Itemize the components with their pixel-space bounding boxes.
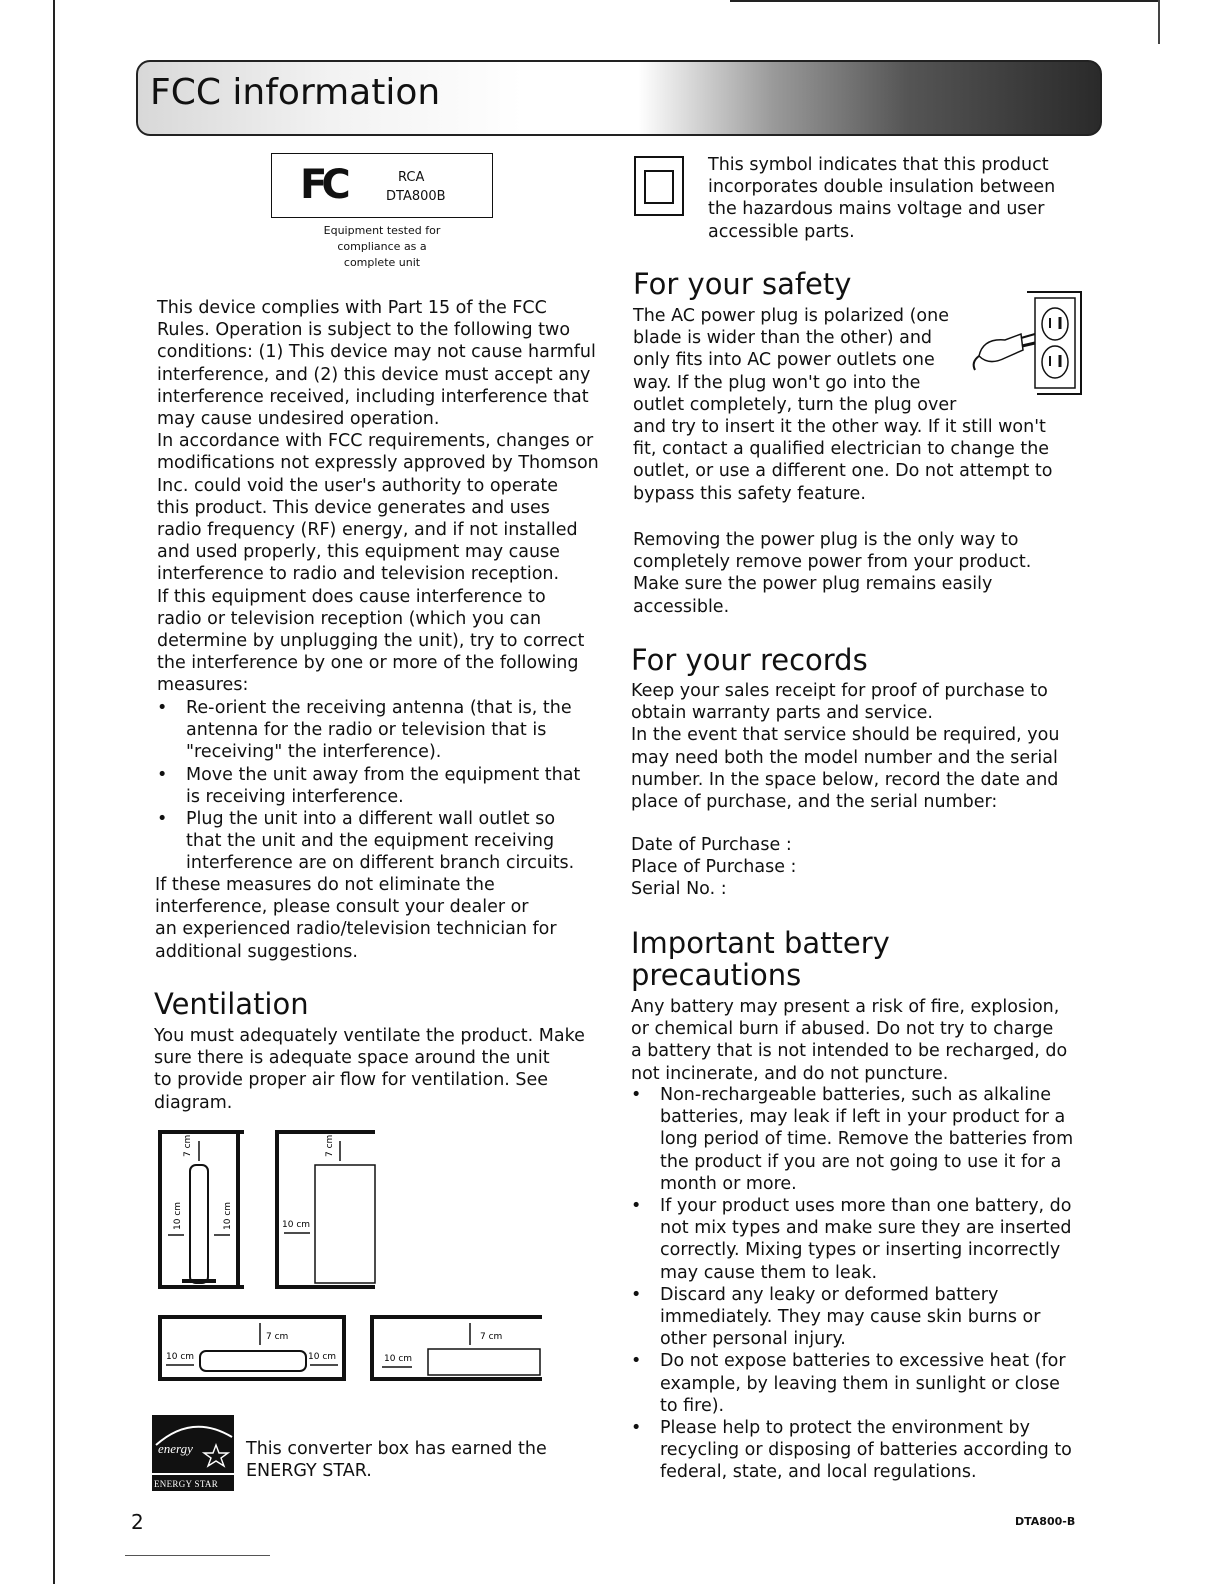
battery-precautions-list [631, 1084, 1081, 1484]
safety-text-narrow: The AC power plug is polarized (one blade is wider than the other) and only fits into AC power outlets one way. If the plug won't go into the outlet completely, turn the plug over [633, 306, 957, 415]
battery-heading: Important battery precautions [631, 926, 890, 992]
diagram-label-10cm: 10 cm [173, 1201, 183, 1230]
page-frame-top [730, 0, 1160, 2]
horizontal-unit-front-figure [158, 1315, 346, 1381]
fcc-logo: FC [300, 162, 345, 208]
diagram-label-7cm: 7 cm [480, 1332, 503, 1342]
ventilation-heading: Ventilation [154, 987, 309, 1021]
interference-measures-list [157, 697, 607, 875]
fcc-caption: Equipment tested for compliance as a complete unit [323, 224, 441, 269]
diagram-label-10cm: 10 cm [384, 1354, 413, 1364]
fcc-label-box [271, 153, 493, 218]
footer-model: DTA800-B [1015, 1515, 1076, 1528]
ventilation-diagram [150, 1125, 550, 1395]
page-frame-left [53, 0, 55, 1584]
page-title: FCC information [150, 72, 441, 113]
list-item: • Move the unit away from the equipment that is receiving interference. [157, 764, 607, 808]
energy-star-logo [152, 1415, 234, 1491]
safety-heading: For your safety [633, 267, 852, 301]
diagram-label-10cm: 10 cm [166, 1352, 195, 1362]
polarized-plug-outlet-icon [965, 290, 1085, 402]
diagram-label-7cm: 7 cm [183, 1134, 193, 1157]
fcc-outro-text: If these measures do not eliminate the interference, please consult your dealer or an experienced radio/television technician for additional suggestions. [155, 875, 557, 962]
diagram-label-10cm: 10 cm [308, 1352, 337, 1362]
energy-star-logo-label: ENERGY STAR [154, 1479, 218, 1489]
list-item: • Do not expose batteries to excessive heat (for example, by leaving them in sunlight or close to fire). [631, 1350, 1081, 1417]
vertical-unit-front-figure [158, 1130, 244, 1289]
records-text: Keep your sales receipt for proof of purchase to obtain warranty parts and service. In the event that service should be required, you may need both the model number and the serial number. In the space below, record the date and place of purchase, and the serial number: [631, 681, 1060, 813]
page-frame-bottom [125, 1555, 270, 1556]
records-fields: Date of Purchase : Place of Purchase : Serial No. : [631, 835, 797, 900]
list-item: • Plug the unit into a different wall outlet so that the unit and the equipment receiving interference are on different branch circuits. [157, 808, 607, 875]
diagram-label-7cm: 7 cm [325, 1134, 335, 1157]
safety-text-wide: and try to insert it the other way. If it still won't fit, contact a qualified electrician to change the outlet, or use a different one. Do not attempt to bypass this safety feature. [633, 417, 1053, 504]
list-item: • Discard any leaky or deformed battery immediately. They may cause skin burns or other personal injury. [631, 1284, 1081, 1351]
page-frame-right [1158, 0, 1160, 44]
list-item: • If your product uses more than one battery, do not mix types and make sure they are inserted correctly. Mixing types or inserting incorrectly may cause them to leak. [631, 1195, 1081, 1284]
vertical-unit-side-figure [275, 1130, 375, 1289]
double-insulation-text: This symbol indicates that this product incorporates double insulation between the hazardous mains voltage and user accessible parts. [708, 155, 1056, 242]
horizontal-unit-side-figure [370, 1315, 542, 1381]
list-item: • Re-orient the receiving antenna (that is, the antenna for the radio or television that is "receiving" the interference). [157, 697, 607, 764]
fcc-model: DTA800B [386, 189, 446, 204]
diagram-label-7cm: 7 cm [266, 1332, 289, 1342]
double-insulation-icon-inner [644, 170, 674, 204]
diagram-label-10cm: 10 cm [223, 1201, 233, 1230]
energy-star-text: This converter box has earned the ENERGY STAR. [246, 1439, 547, 1482]
battery-intro: Any battery may present a risk of fire, explosion, or chemical burn if abused. Do not try to charge a battery that is not intended to be recharged, do not incinerate, and do not puncture. [631, 997, 1068, 1084]
list-item: • Non-rechargeable batteries, such as alkaline batteries, may leak if left in your product for a long period of time. Remove the batteries from the product if you are not going to use it for a month or more. [631, 1084, 1081, 1195]
records-heading: For your records [631, 643, 868, 677]
fcc-brand: RCA [398, 170, 425, 185]
safety-text-2: Removing the power plug is the only way to completely remove power from your product. Make sure the power plug remains easily accessible. [633, 530, 1032, 617]
section-banner [136, 60, 1102, 136]
list-item: • Please help to protect the environment by recycling or disposing of batteries according to federal, state, and local regulations. [631, 1417, 1081, 1484]
diagram-label-10cm: 10 cm [282, 1220, 311, 1230]
page-number: 2 [131, 1510, 144, 1534]
ventilation-text: You must adequately ventilate the product. Make sure there is adequate space around the unit to provide proper air flow for ventilation. See diagram. [154, 1026, 585, 1113]
energy-star-script: energy [158, 1441, 193, 1456]
fcc-intro-text: This device complies with Part 15 of the FCC Rules. Operation is subject to the following two conditions: (1) This device may not cause harmful interference, and (2) this device must accept any interference received, including interference that may cause undesired operation. In accordance with FCC requirements, changes or modifications not expressly approved by Thomson Inc. could void the user's authority to operate this product. This device generates and uses radio frequency (RF) energy, and if not installed and used properly, this equipment may cause interference to radio and television reception. If this equipment does cause interference to radio or television reception (which you can determine by unplugging the unit), try to correct the interference by one or more of the following measures: [157, 298, 599, 696]
